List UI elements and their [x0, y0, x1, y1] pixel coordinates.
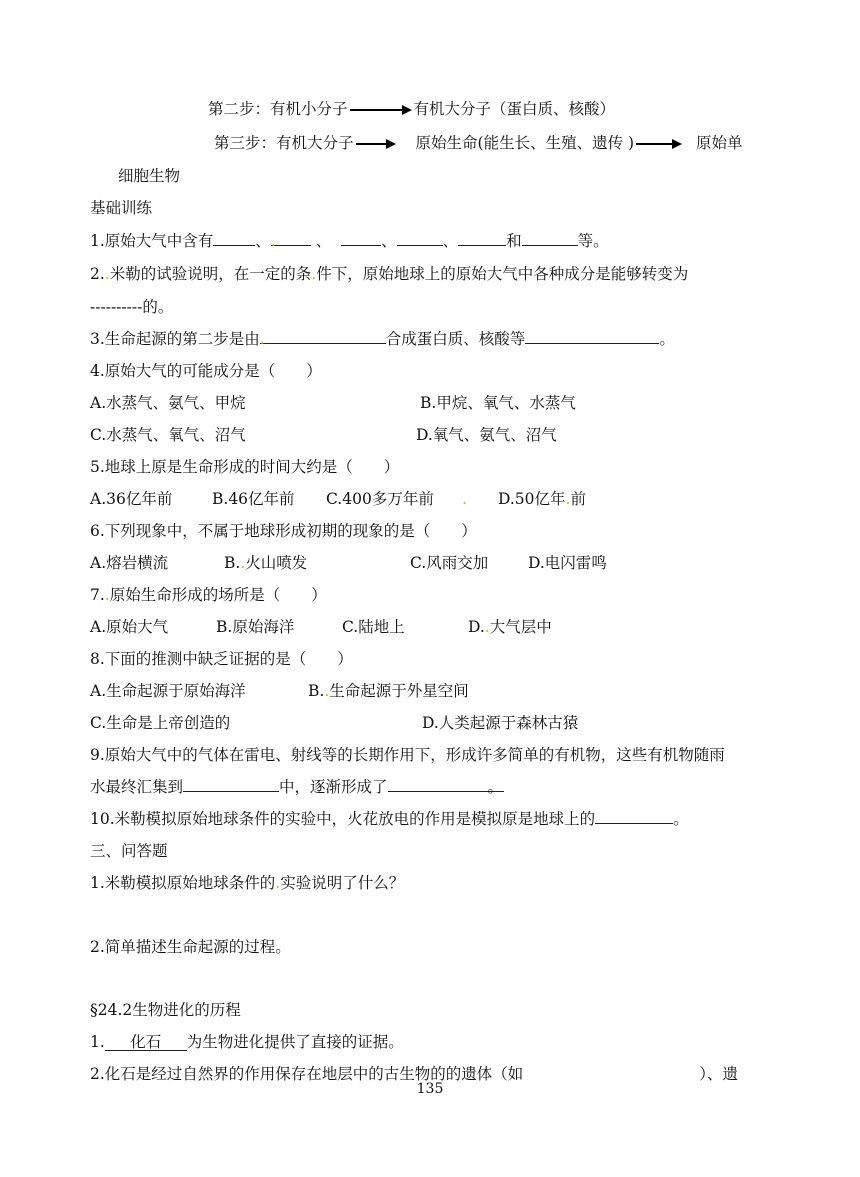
option-5c[interactable]: C.400多万年前: [326, 490, 434, 508]
option-4c[interactable]: C.水蒸气、氧气、沼气: [90, 426, 246, 444]
blank[interactable]: [522, 231, 578, 246]
blank[interactable]: [259, 329, 386, 348]
blank[interactable]: [525, 329, 659, 344]
option-5d[interactable]: D.50亿年.前: [498, 490, 586, 508]
question-6: 6.下列现象中，不属于地球形成初期的现象的是（ ）: [90, 522, 477, 540]
option-4d[interactable]: D.氧气、氨气、沼气: [416, 426, 557, 444]
yellow-dot: .: [324, 682, 330, 700]
qa-question-2: 2.简单描述生命起源的过程。: [90, 938, 291, 956]
yellow-dot: .: [104, 586, 110, 604]
question-3: 3.生命起源的第二步是由. 合成蛋白质、核酸等 。: [90, 330, 675, 348]
blank[interactable]: 。: [487, 778, 504, 796]
section-basic: 基础训练: [90, 199, 153, 217]
step3-line: [214, 133, 743, 153]
question-9-cont: 水最终汇集到 中，逐渐形成了 。: [90, 778, 504, 796]
blank[interactable]: [397, 231, 443, 246]
yellow-dot: .: [484, 618, 490, 636]
step3-end: 原始单: [696, 134, 743, 152]
option-7a[interactable]: A.原始大气: [90, 618, 169, 636]
question-7: 7..原始生命形成的场所是（ ）: [90, 586, 327, 604]
blank[interactable]: [213, 231, 255, 246]
question-5: 5.地球上原是生命形成的时间大约是（ ）: [90, 458, 400, 476]
option-6c[interactable]: C.风雨交加: [410, 554, 489, 572]
qa-question-1: 1.米勒模拟原始地球条件的.实验说明了什么？: [90, 874, 405, 892]
yellow-dot: .: [259, 330, 265, 348]
step2-line: [208, 99, 615, 119]
s242-item-2: 2.化石是经过自然界的作用保存在地层中的古生物的的遗体（如 ）、遗: [90, 1065, 739, 1083]
yellow-dot: .: [565, 490, 571, 508]
step2-result: 有机大分子（蛋白质、核酸）: [413, 100, 616, 118]
arrow-icon: [350, 104, 412, 116]
step2-label: 第二步：有机小分子: [208, 100, 348, 118]
option-5a[interactable]: A.36亿年前: [90, 490, 173, 508]
option-4a[interactable]: A.水蒸气、氨气、甲烷: [90, 394, 246, 412]
question-9: 9.原始大气中的气体在雷电、射线等的长期作用下，形成许多简单的有机物，这些有机物随雨: [90, 746, 725, 764]
filled-blank[interactable]: 化石: [105, 1032, 187, 1051]
blank[interactable]: [341, 231, 381, 246]
yellow-dot: .: [311, 265, 317, 283]
yellow-dot: .: [275, 874, 281, 892]
step3-mid: 原始生命(能生长、生殖、遗传 ): [415, 134, 635, 152]
yellow-dot: .: [240, 554, 246, 572]
blank[interactable]: [270, 231, 311, 250]
yellow-dot: .: [104, 265, 110, 283]
option-8c[interactable]: C.生命是上帝创造的: [90, 714, 231, 732]
question-10: 10.米勒模拟原始地球条件的实验中，火花放电的作用是模拟原是地球上的 。: [90, 810, 689, 828]
question-2: 2..米勒的试验说明，在一定的条.件下，原始地球上的原始大气中各种成分是能够转变为: [90, 265, 689, 283]
option-8d[interactable]: D.人类起源于森林古猿: [422, 714, 579, 732]
blank[interactable]: [388, 777, 488, 792]
option-7b[interactable]: B.原始海洋: [216, 618, 295, 636]
step3-cont: 细胞生物: [118, 167, 181, 185]
arrow-icon: [356, 138, 396, 150]
blank[interactable]: [595, 809, 673, 824]
option-6d[interactable]: D.电闪雷鸣: [528, 554, 607, 572]
option-4b[interactable]: B.甲烷、氧气、水蒸气: [420, 394, 576, 412]
blank[interactable]: [458, 231, 506, 246]
question-8: 8.下面的推测中缺乏证据的是（ ）: [90, 650, 353, 668]
blank-dashes[interactable]: ----------: [90, 298, 143, 316]
question-2-cont: ----------的。: [90, 298, 174, 316]
option-8a[interactable]: A.生命起源于原始海洋: [90, 682, 246, 700]
yellow-dot: .: [270, 232, 276, 250]
page-number: 135: [416, 1081, 444, 1097]
step3-label: 第三步：有机大分子: [214, 134, 354, 152]
option-5b[interactable]: B.46亿年前: [212, 490, 295, 508]
blank[interactable]: [183, 777, 279, 792]
s242-item-1: 1. 化石 为生物进化提供了直接的证据。: [90, 1033, 404, 1051]
section-qa: 三、问答题: [90, 842, 168, 860]
option-8b[interactable]: B..生命起源于外星空间: [308, 682, 469, 700]
option-7c[interactable]: C.陆地上: [342, 618, 405, 636]
arrow-icon: [636, 138, 682, 150]
question-1: 1.原始大气中含有 、. 、 、 、 和 等。: [90, 232, 609, 250]
option-6b[interactable]: B..火山喷发: [224, 554, 308, 572]
option-6a[interactable]: A.熔岩横流: [90, 554, 169, 572]
yellow-dot: .: [462, 490, 467, 508]
section-24-2: §24.2生物进化的历程: [90, 1001, 241, 1019]
question-4: 4.原始大气的可能成分是（ ）: [90, 362, 322, 380]
option-7d[interactable]: D..大气层中: [468, 618, 552, 636]
